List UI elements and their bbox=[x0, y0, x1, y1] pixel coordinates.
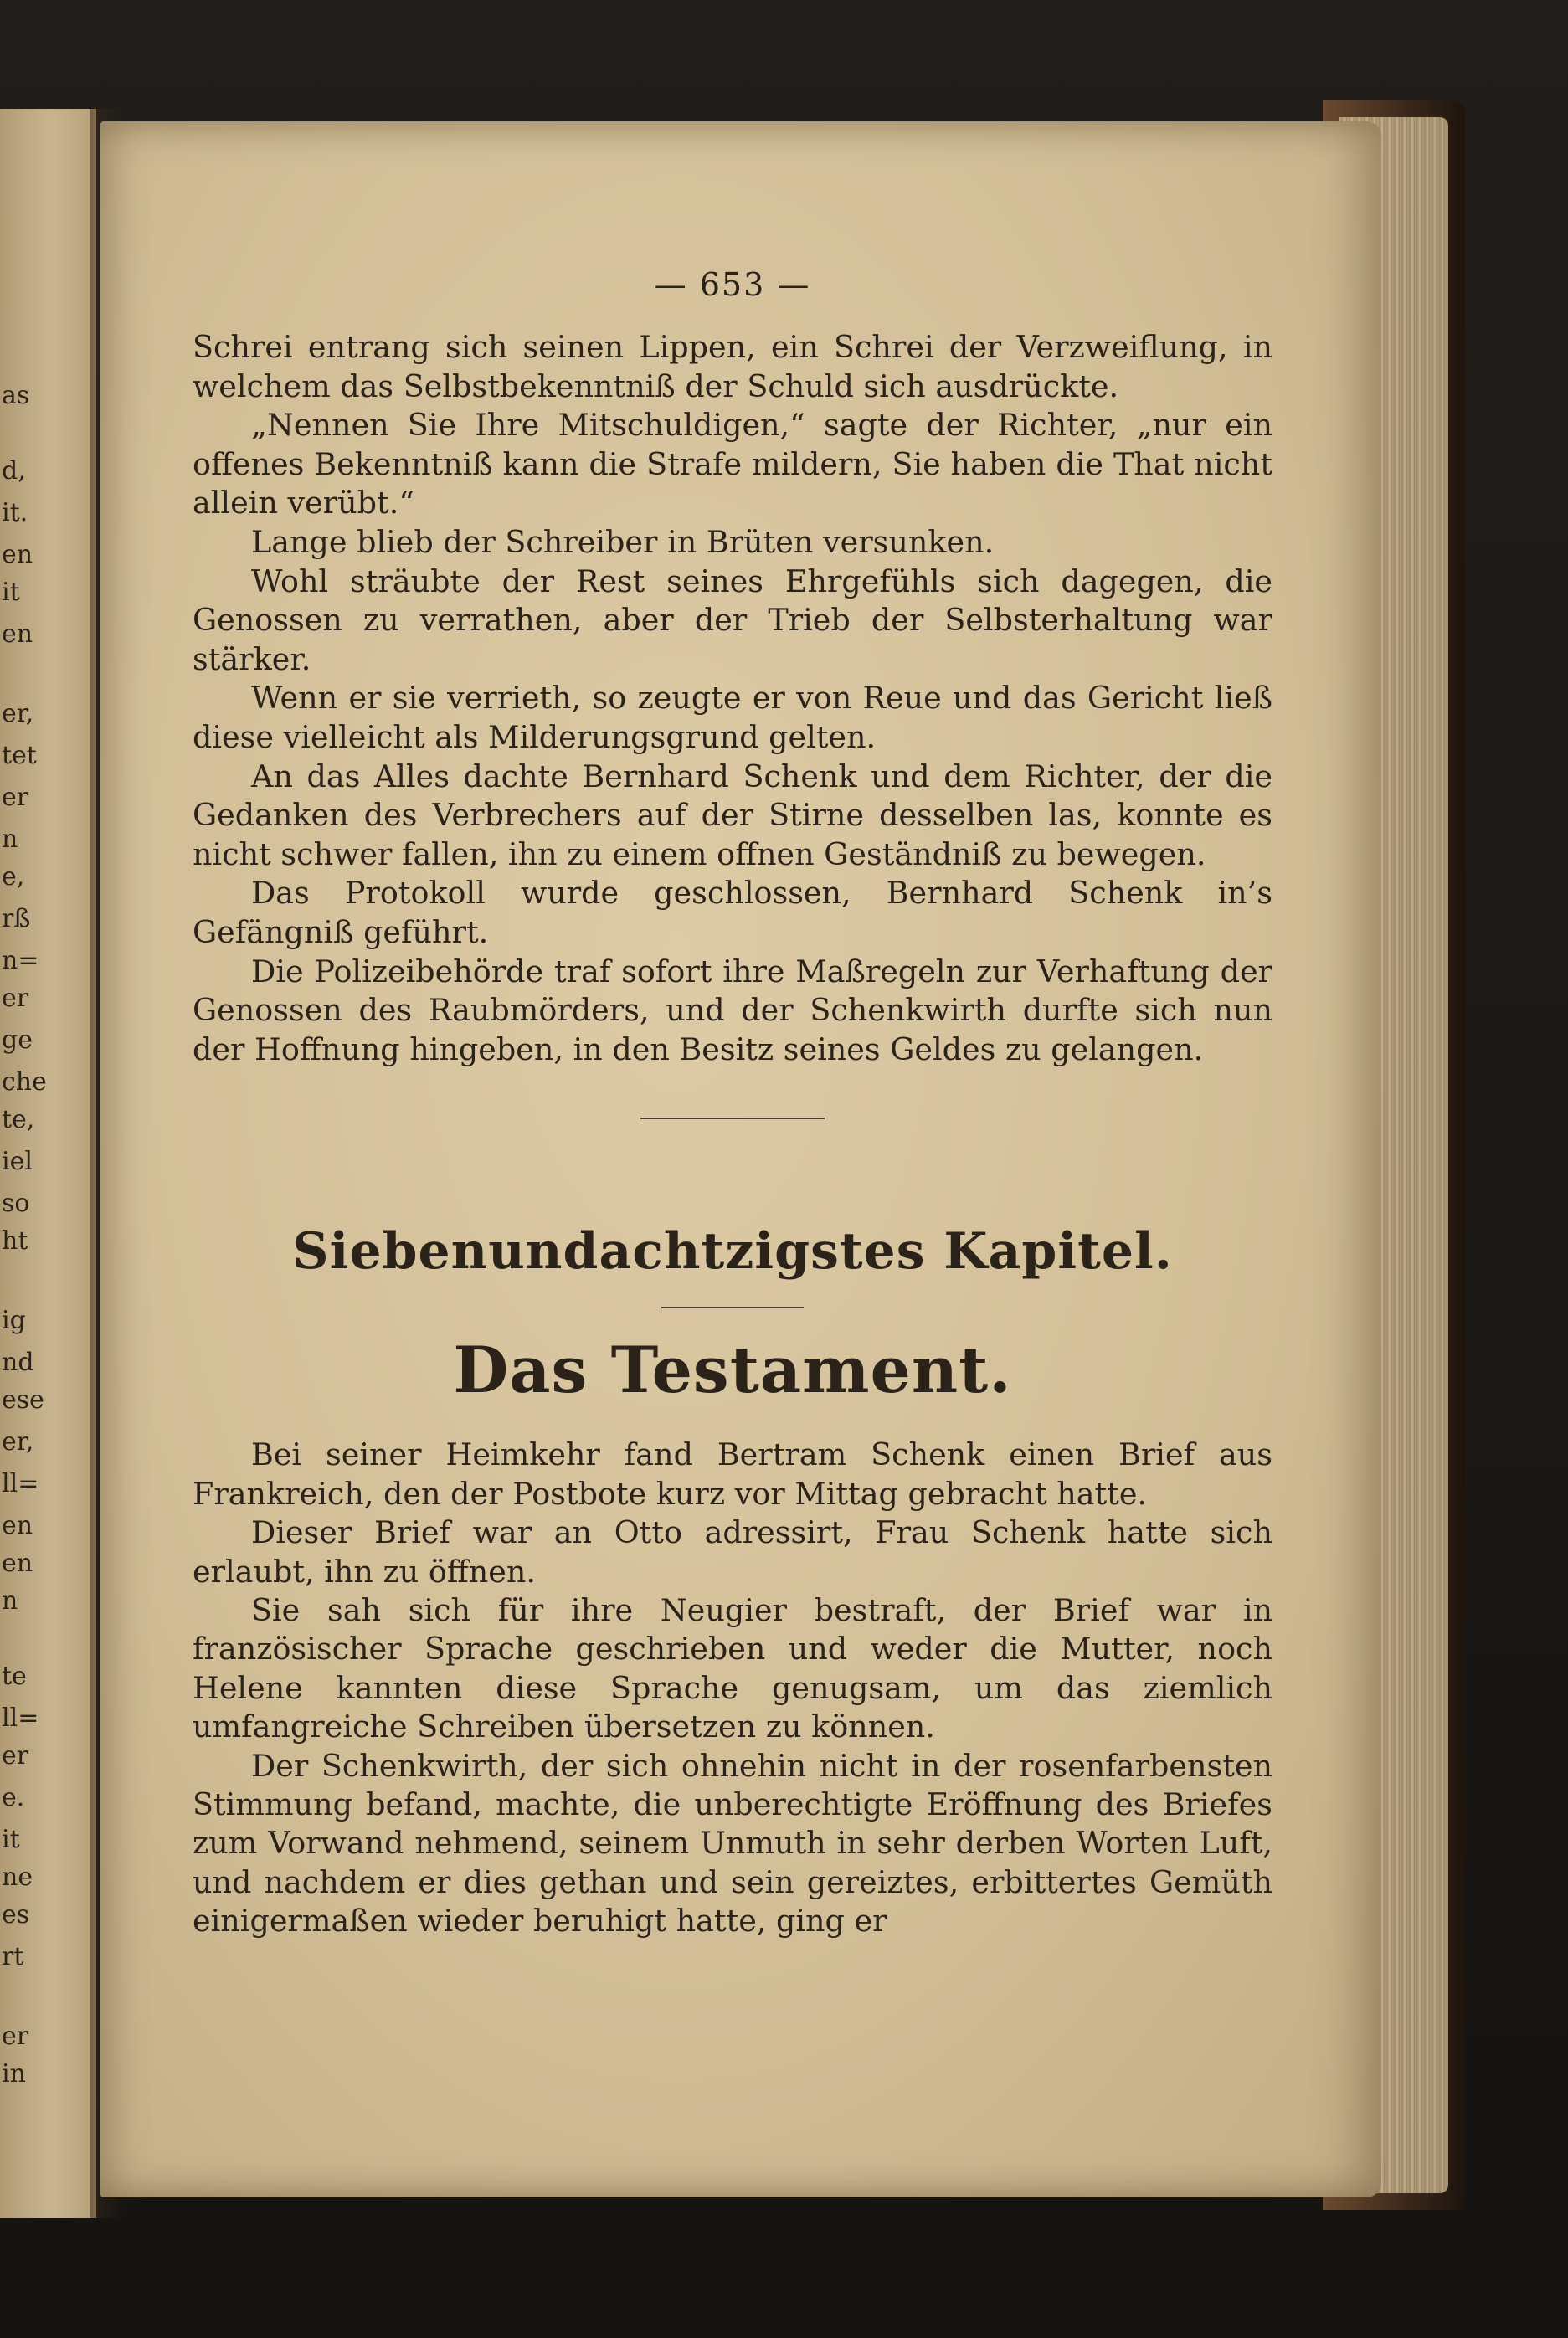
left-page-text-fragment: tet bbox=[2, 741, 37, 770]
left-page-text-fragment: so bbox=[2, 1189, 30, 1218]
section-2-text bbox=[193, 1436, 1272, 1940]
left-page-text-fragment: rt bbox=[2, 1942, 24, 1971]
paragraph: Die Polizeibehörde traf sofort ihre Maßregeln zur Verhaftung der Genossen des Raubmörders, und der Schenkwirth durfte sich nun der Hoffnung hingeben, in den Besitz seines Geldes zu gelangen. bbox=[193, 953, 1272, 1067]
chapter-title: Das Testament. bbox=[453, 1333, 1012, 1408]
paragraph: Bei seiner Heimkehr fand Bertram Schenk einen Brief aus Frankreich, den der Postbote kurz vor Mittag gebracht hatte. bbox=[193, 1436, 1272, 1512]
left-page-text-fragment: ll= bbox=[2, 1703, 39, 1733]
page-number: — 653 — bbox=[654, 266, 811, 303]
paragraph: Wohl sträubte der Rest seines Ehrgefühls sich dagegen, die Genossen zu verrathen, aber der Trieb der Selbsterhaltung war stärker. bbox=[193, 563, 1272, 677]
left-page-text-fragment: er bbox=[2, 1741, 29, 1770]
left-page-text-fragment: in bbox=[2, 2059, 26, 2089]
left-page-text-fragment: d, bbox=[2, 456, 26, 486]
left-page-text-fragment: er, bbox=[2, 1427, 34, 1457]
paragraph: „Nennen Sie Ihre Mitschuldigen,“ sagte der Richter, „nur ein offenes Bekenntniß kann die Strafe mildern, Sie haben die That nicht allein verübt.“ bbox=[193, 407, 1272, 522]
left-page-text-fragment: ge bbox=[2, 1025, 33, 1055]
page-content bbox=[193, 259, 1272, 1941]
paragraph: An das Alles dachte Bernhard Schenk und dem Richter, der die Gedanken des Verbrechers auf der Stirne desselben las, konnte es nicht schwer fallen, ihn zu einem offnen Geständniß zu bewegen. bbox=[193, 758, 1272, 872]
left-page-text-fragment: es bbox=[2, 1900, 30, 1929]
left-page-text-fragment: ig bbox=[2, 1306, 26, 1335]
left-page-text-fragment: n bbox=[2, 825, 18, 854]
left-page-text-fragment: as bbox=[2, 381, 30, 410]
left-page-text-fragment: nd bbox=[2, 1348, 34, 1377]
paragraph: Das Protokoll wurde geschlossen, Bernhard Schenk in’s Gefängniß geführt. bbox=[193, 875, 1272, 950]
left-page-text-fragment: n= bbox=[2, 946, 39, 975]
paragraph: Wenn er sie verrieth, so zeugte er von Reue und das Gericht ließ diese vielleicht als Milderungsgrund gelten. bbox=[193, 680, 1272, 755]
paragraph: Schrei entrang sich seinen Lippen, ein Schrei der Verzweiflung, in welchem das Selbstbekenntniß der Schuld sich ausdrückte. bbox=[193, 329, 1272, 404]
left-page-text-fragment: it. bbox=[2, 498, 28, 527]
left-page-text-fragment: iel bbox=[2, 1147, 33, 1176]
left-page-text-fragment: en bbox=[2, 540, 33, 569]
chapter-heading: Siebenundachtzigstes Kapitel. bbox=[292, 1222, 1173, 1282]
left-page-text-fragment: rß bbox=[2, 904, 31, 933]
left-page-text-fragment: it bbox=[2, 578, 20, 607]
left-page-text-fragment: er bbox=[2, 783, 29, 812]
paragraph: Dieser Brief war an Otto adressirt, Frau Schenk hatte sich erlaubt, ihn zu öffnen. bbox=[193, 1514, 1272, 1590]
section-divider bbox=[640, 1118, 825, 1119]
left-page-text-fragment: it bbox=[2, 1825, 20, 1854]
section-1-text bbox=[193, 328, 1272, 1069]
paragraph: Sie sah sich für ihre Neugier bestraft, der Brief war in französischer Sprache geschrieben und weder die Mutter, noch Helene kannten diese Sprache genugsam, um das ziemlich umfangreiche Schreiben übersetzen zu können. bbox=[193, 1591, 1272, 1745]
book-page bbox=[100, 121, 1381, 2197]
left-page-text-fragment: er, bbox=[2, 699, 34, 728]
left-page-text-fragment: te, bbox=[2, 1105, 35, 1134]
left-page-text-fragment: ll= bbox=[2, 1469, 39, 1498]
paragraph: Lange blieb der Schreiber in Brüten versunken. bbox=[251, 523, 995, 560]
left-page-text-fragment: e. bbox=[2, 1783, 25, 1812]
left-page-text-fragment: er bbox=[2, 2022, 29, 2051]
left-page-text-fragment: n bbox=[2, 1586, 18, 1616]
left-page-text-fragment: en bbox=[2, 619, 33, 649]
paragraph: Der Schenkwirth, der sich ohnehin nicht in der rosenfarbensten Stimmung befand, machte, die unberechtigte Eröffnung des Briefes zum Vorwand nehmend, seinem Unmuth in sehr derben Worten Luft, und nachdem er dies gethan und sein gereiztes, erbittertes Gemüth einigermaßen wieder beruhigt hatte, ging er bbox=[193, 1747, 1272, 1940]
left-page-fragment bbox=[0, 109, 96, 2218]
left-page-text-fragment: ne bbox=[2, 1863, 33, 1892]
left-page-text-fragment: ese bbox=[2, 1385, 44, 1415]
left-page-text-fragment: ht bbox=[2, 1226, 28, 1256]
left-page-text-fragment: er bbox=[2, 984, 29, 1013]
heading-divider bbox=[661, 1307, 804, 1308]
left-page-text-fragment: en bbox=[2, 1549, 33, 1578]
left-page-text-fragment: te bbox=[2, 1662, 27, 1691]
left-page-text-fragment: en bbox=[2, 1511, 33, 1540]
left-page-text-fragment: e, bbox=[2, 862, 25, 892]
left-page-text-fragment: che bbox=[2, 1067, 47, 1097]
